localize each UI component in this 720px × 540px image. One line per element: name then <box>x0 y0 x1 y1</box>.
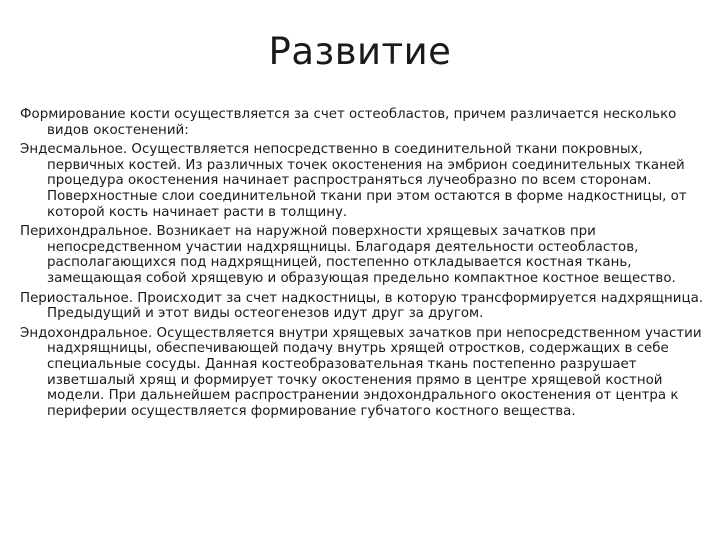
paragraph-perichondral: Перихондральное. Возникает на наружной поверхности хрящевых зачатков при непосредственном участии надхрящницы. Благодаря деятельности остеобластов, располагающихся под надхрящницей, постепенно откладывается костная ткань, замещающая собой хрящевую и образующая предельно компактное костное вещество. <box>20 224 676 286</box>
slide-body <box>20 107 708 423</box>
paragraph-intro: Формирование кости осуществляется за счет остеобластов, причем различается несколько видов окостенений: <box>20 107 677 138</box>
paragraph-endochondral: Эндохондральное. Осуществляется внутри хрящевых зачатков при непосредственном участии надхрящницы, обеспечивающей подачу внутрь хрящей отростков, содержащих в себе специальные сосуды. Данная костеобразовательная ткань постепенно разрушает изветшалый хрящ и формирует точку окостенения прямо в центре хрящевой костной модели. При дальнейшем распространении эндохондрального окостенения от центра к периферии осуществляется формирование губчатого костного вещества. <box>20 325 702 419</box>
paragraph-endesmal: Эндесмальное. Осуществляется непосредственно в соединительной ткани покровных, первичных костей. Из различных точек окостенения на эмбрион соединительных тканей процедура окостенения начинает распространяться лучеобразно по всем сторонам. Поверхностные слои соединительной ткани при этом остаются в форме надкостницы, от которой кость начинает расти в толщину. <box>20 142 687 220</box>
paragraph-periosteal: Периостальное. Происходит за счет надкостницы, в которую трансформируется надхрящница. Предыдущий и этот виды остеогенезов идут друг за другом. <box>20 290 704 322</box>
slide-title: Развитие <box>268 30 452 73</box>
